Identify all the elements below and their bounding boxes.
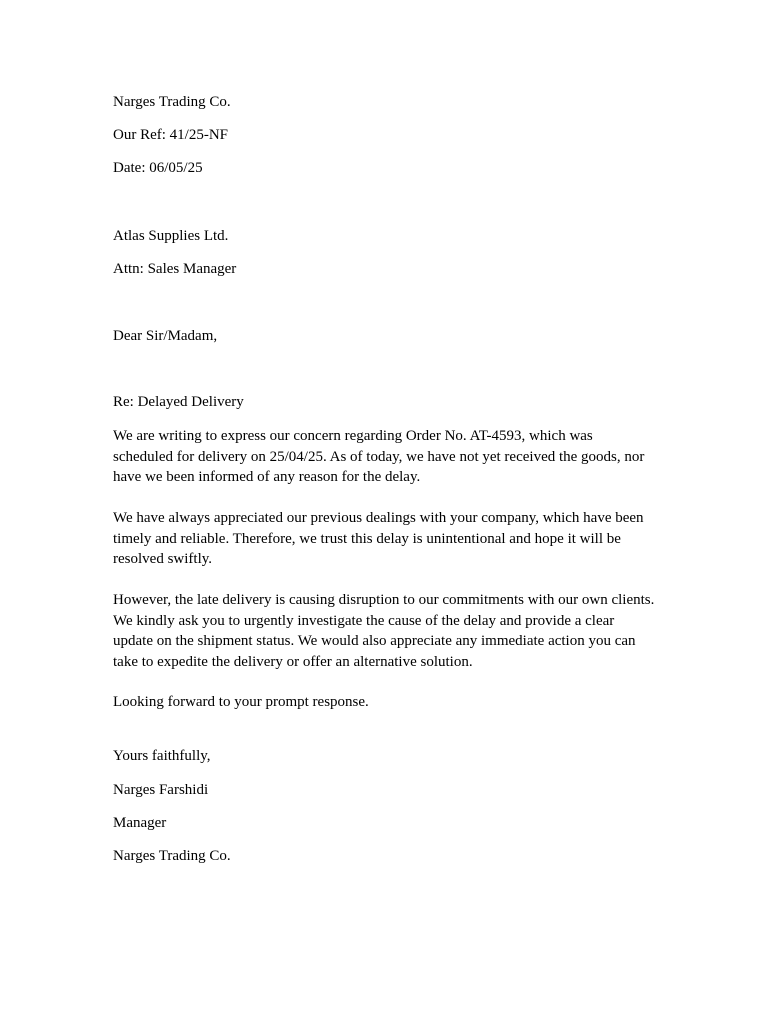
- reference-line: Our Ref: 41/25-NF: [113, 127, 228, 143]
- date-line: Date: 06/05/25: [113, 160, 203, 176]
- signatory-name: Narges Farshidi: [113, 782, 209, 798]
- body-paragraph: We have always appreciated our previous dealings with your company, which have been timely and reliable. Therefore, we trust this delay is unintentional and hope it will be resolved swiftly.: [113, 510, 644, 568]
- subject-line: Re: Delayed Delivery: [113, 394, 244, 410]
- signatory-company: Narges Trading Co.: [113, 848, 231, 864]
- salutation: Dear Sir/Madam,: [113, 328, 218, 344]
- body-paragraph: However, the late delivery is causing disruption to our commitments with our own clients. We kindly ask you to urgently investigate the cause of the delay and provide a clear update on the shipment status. We would also appreciate any immediate action you can take to expedite the delivery or offer an alternative solution.: [113, 592, 655, 670]
- body-paragraph: We are writing to express our concern regarding Order No. AT-4593, which was scheduled for delivery on 25/04/25. As of today, we have not yet received the goods, nor have we been informed of any reason for the delay.: [113, 428, 645, 486]
- sender-company: Narges Trading Co.: [113, 94, 231, 110]
- signatory-title: Manager: [113, 815, 167, 831]
- closing: Yours faithfully,: [113, 748, 211, 764]
- attention-line: Attn: Sales Manager: [113, 261, 237, 277]
- body-paragraph: Looking forward to your prompt response.: [113, 694, 369, 710]
- recipient-company: Atlas Supplies Ltd.: [113, 228, 229, 244]
